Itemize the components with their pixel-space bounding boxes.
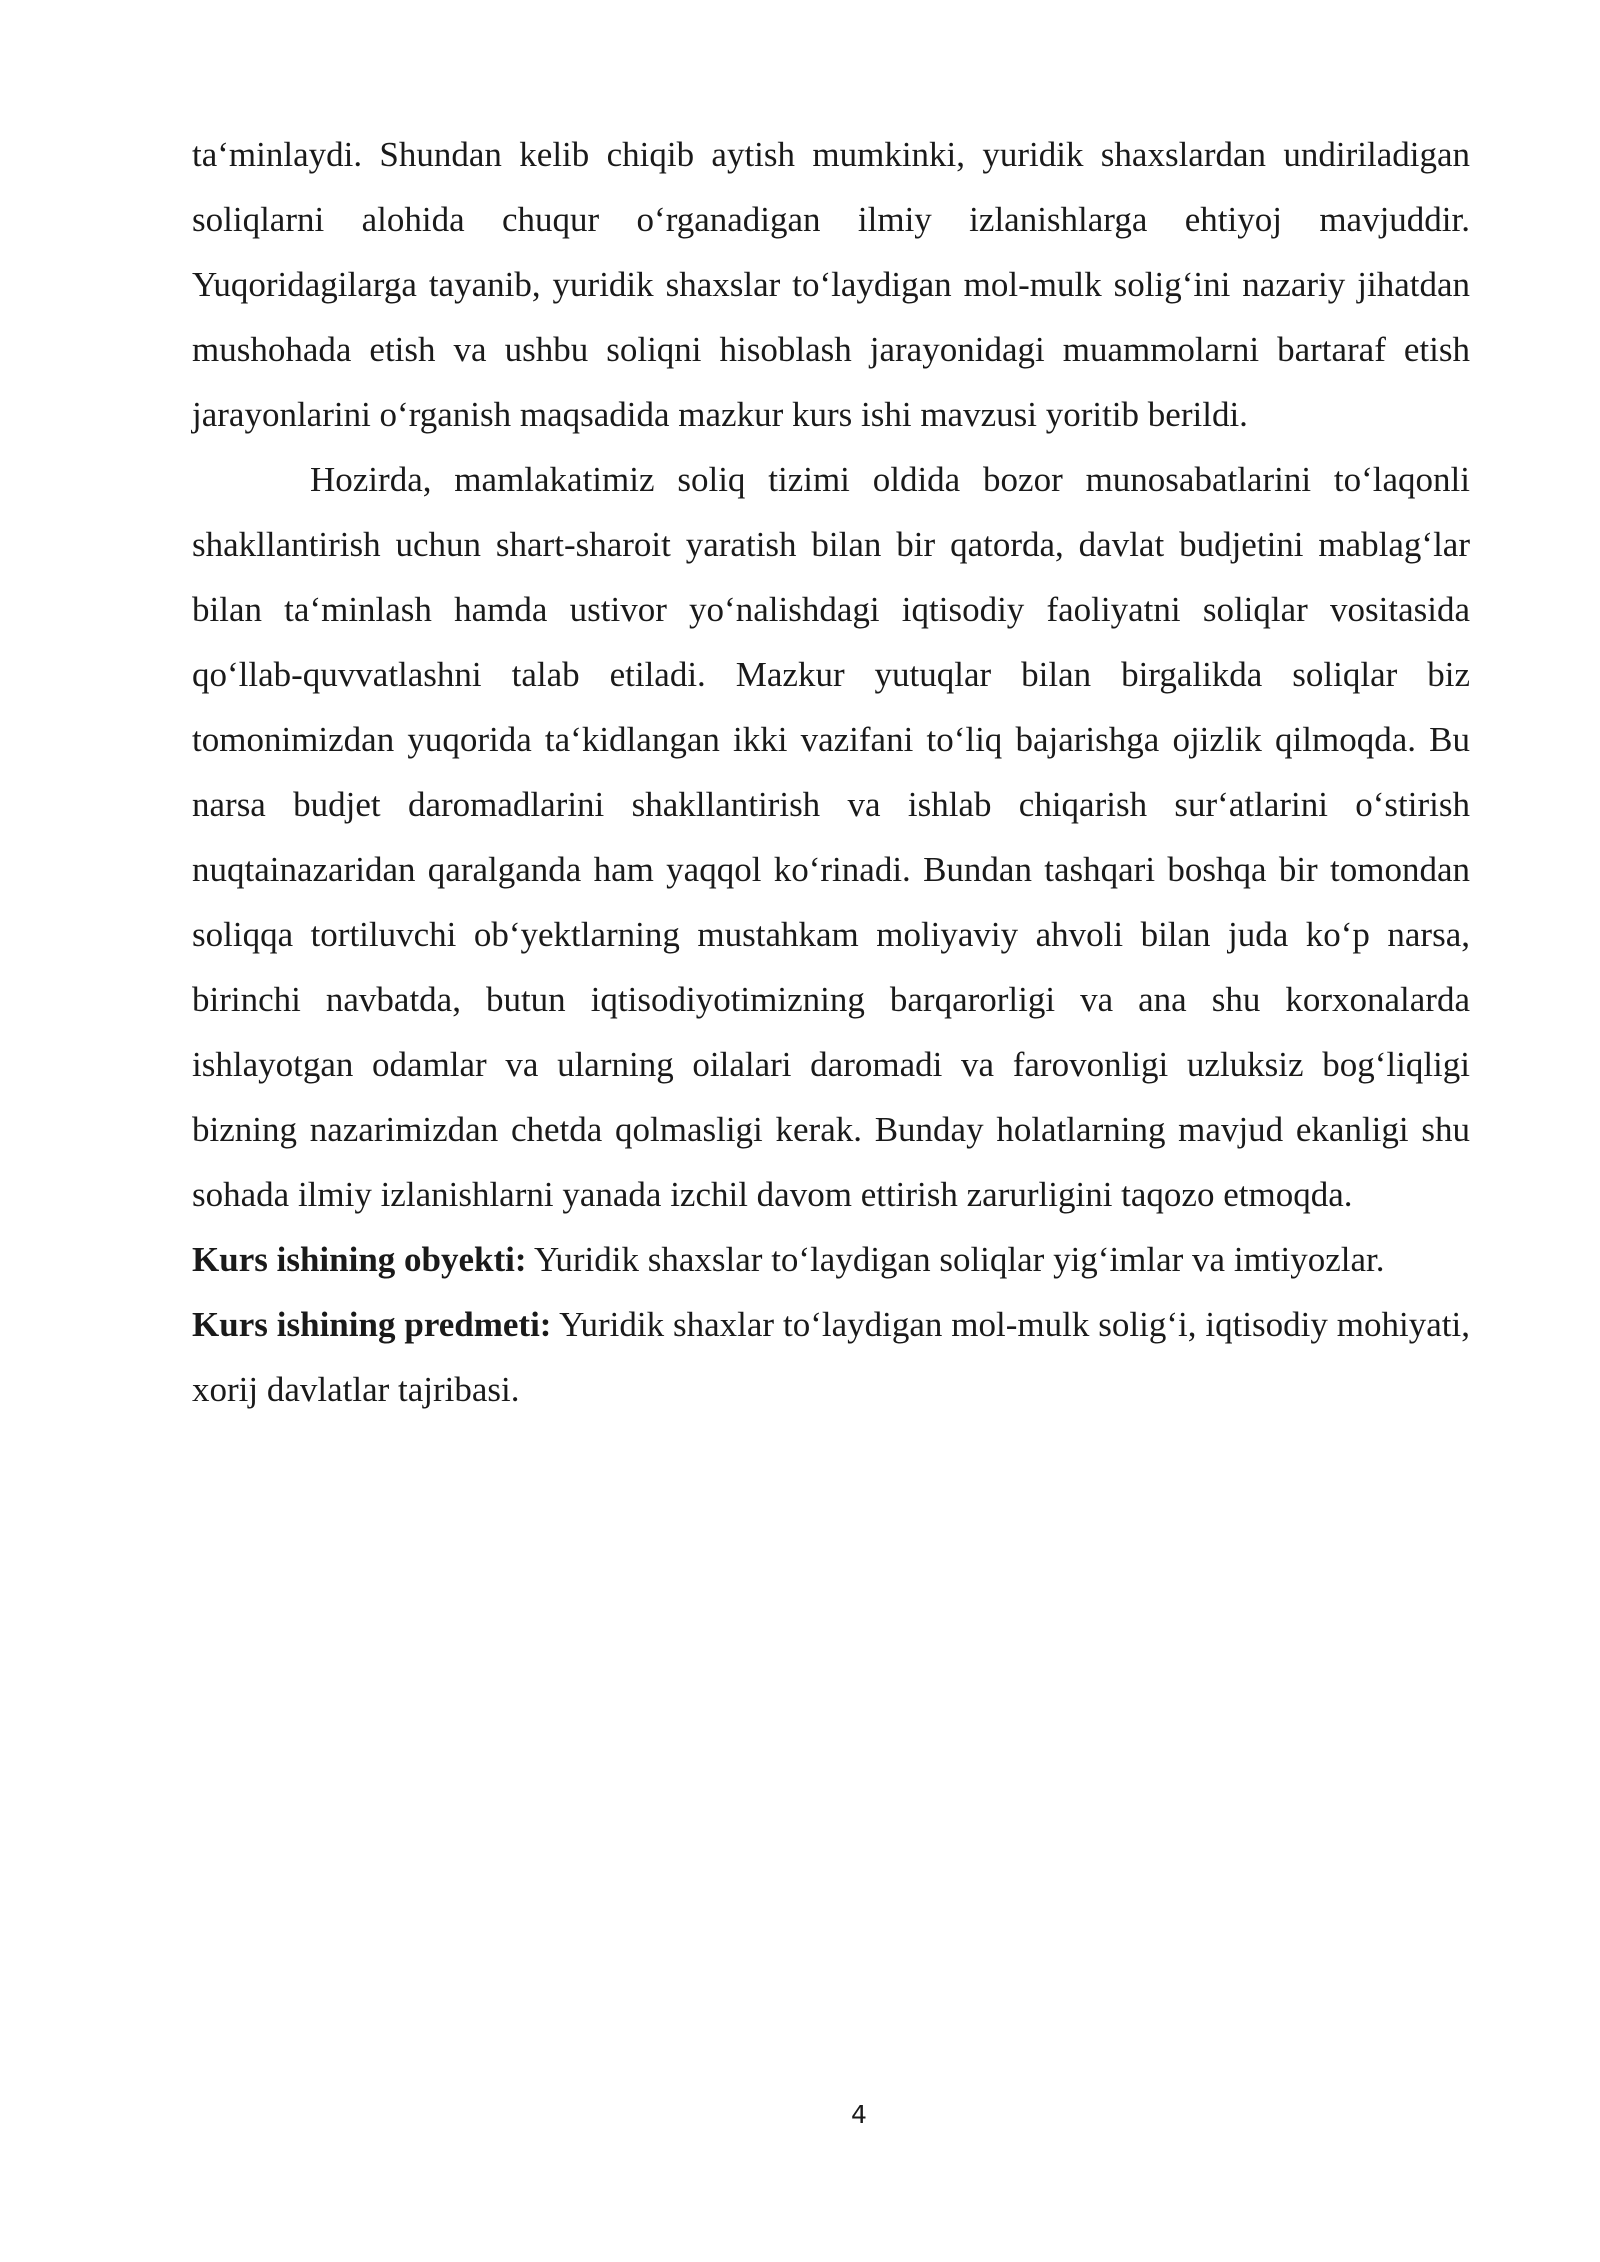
course-work-subject-label: Kurs ishining predmeti: — [192, 1305, 552, 1344]
course-work-subject — [192, 1292, 1470, 1422]
course-work-object — [192, 1227, 1470, 1292]
paragraph-current-state: Hozirda, mamlakatimiz soliq tizimi oldida bozor munosabatlarini to‘laqonli shakllantirish uchun shart-sharoit yaratish bilan bir qatorda, davlat budjetini mablag‘lar bilan ta‘minlash hamda ustivor yo‘nalishdagi iqtisodiy faoliyatni soliqlar vositasida qo‘llab-quvvatlashni talab etiladi. Mazkur yutuqlar bilan birgalikda soliqlar biz tomonimizdan yuqorida ta‘kidlangan ikki vazifani to‘liq bajarishga ojizlik qilmoqda. Bu narsa budjet daromadlarini shakllantirish va ishlab chiqarish sur‘atlarini o‘stirish nuqtainazaridan qaralganda ham yaqqol ko‘rinadi. Bundan tashqari boshqa bir tomondan soliqqa tortiluvchi ob‘yektlarning mustahkam moliyaviy ahvoli bilan juda ko‘p narsa, birinchi navbatda, butun iqtisodiyotimizning barqarorligi va ana shu korxonalarda ishlayotgan odamlar va ularning oilalari daromadi va farovonligi uzluksiz bog‘liqligi bizning nazarimizdan chetda qolmasligi kerak. Bunday holatlarning mavjud ekanligi shu sohada ilmiy izlanishlarni yanada izchil davom ettirish zarurligini taqozo etmoqda. — [192, 460, 1470, 1214]
course-work-object-label: Kurs ishining obyekti: — [192, 1240, 527, 1279]
course-work-object-text: Yuridik shaxslar to‘laydigan soliqlar yig‘imlar va imtiyozlar. — [526, 1240, 1385, 1279]
page-number: 4 — [851, 2100, 867, 2129]
course-work-subject-text: Yuridik shaxlar to‘laydigan mol-mulk solig‘i, iqtisodiy mohiyati, xorij davlatlar tajribasi. — [192, 1305, 1470, 1409]
paragraph-intro-continuation: ta‘minlaydi. Shundan kelib chiqib aytish mumkinki, yuridik shaxslardan undiriladigan soliqlarni alohida chuqur o‘rganadigan ilmiy izlanishlarga ehtiyoj mavjuddir. Yuqoridagilarga tayanib, yuridik shaxslar to‘laydigan mol-mulk solig‘ini nazariy jihatdan mushohada etish va ushbu soliqni hisoblash jarayonidagi muammolarni bartaraf etish jarayonlarini o‘rganish maqsadida mazkur kurs ishi mavzusi yoritib berildi. — [192, 135, 1470, 434]
body-text — [192, 122, 1470, 1422]
